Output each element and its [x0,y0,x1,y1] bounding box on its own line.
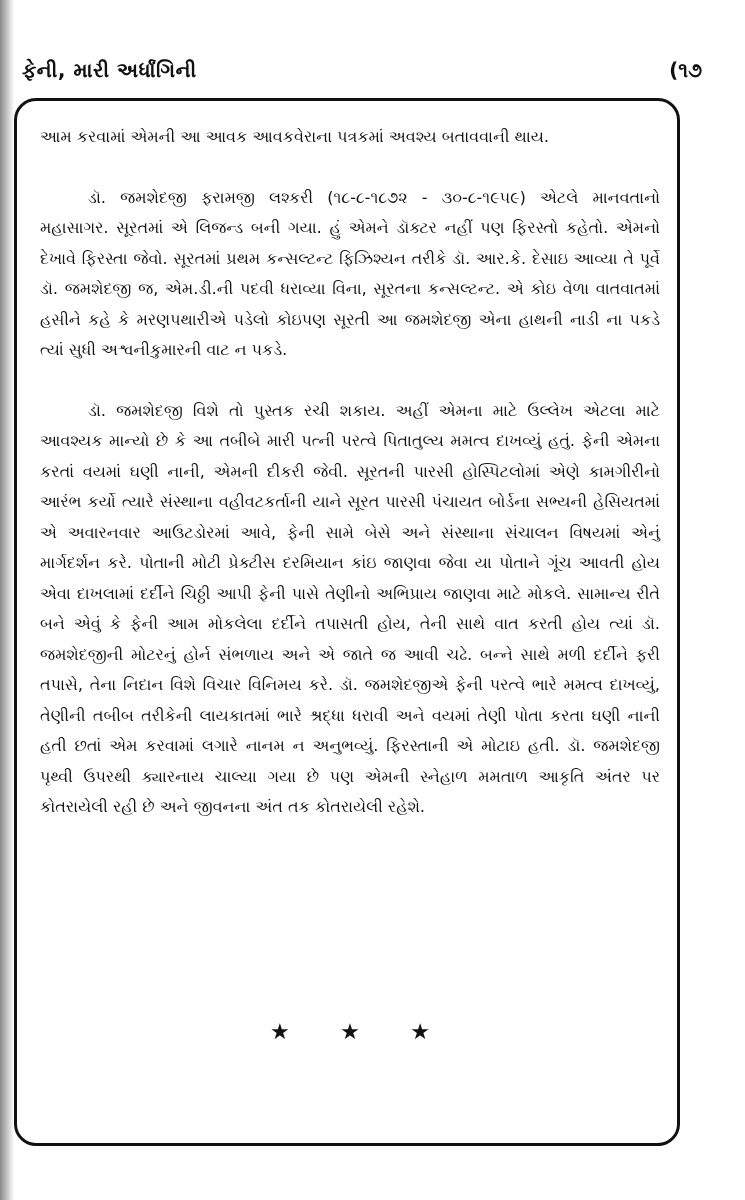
section-ornament [270,1020,430,1045]
paragraph-3: ડૉ. જમશેદજી વિશે તો પુસ્તક રચી શકાય. અહીં એમના માટે ઉલ્લેખ એટલા માટે આવશ્યક માન્યો છે કે આ તબીબે મારી પત્ની પરત્વે પિતાતુલ્ય મમત્વ દાખવ્યું હતું. ફેની એમના કરતાં વયમાં ઘણી નાની, એમની દીકરી જેવી. સૂરતની પારસી હોસ્પિટલોમાં એણે કામગીરીનો આરંભ કર્યો ત્યારે સંસ્થાના વહીવટકર્તાની યાને સૂરત પારસી પંચાયત બોર્ડના સભ્યની હેસિયતમાં એ અવારનવાર આઉટડોરમાં આવે, ફેની સામે બેસે અને સંસ્થાના સંચાલન વિષયમાં એનું માર્ગદર્શન કરે. પોતાની મોટી પ્રેક્ટીસ દરમિયાન કાંઇ જાણવા જેવા યા પોતાને ગૂંચ આવતી હોય એવા દાખલામાં દર્દીને ચિઠ્ઠી આપી ફેની પાસે તેણીનો અભિપ્રાય જાણવા માટે મોકલે. સામાન્ય રીતે બને એવું કે ફેની આમ મોકલેલા દર્દીને તપાસતી હોય, તેની સાથે વાત કરતી હોય ત્યાં ડૉ. જમશેદજીની મોટરનું હોર્ન સંભળાય અને એ જાતે જ આવી ચઢે. બન્ને સાથે મળી દર્દીને ફરી તપાસે, તેના નિદાન વિશે વિચાર વિનિમય કરે. ડૉ. જમશેદજીએ ફેની પરત્વે ભારે મમત્વ દાખવ્યું, તેણીની તબીબ તરીકેની લાયકાતમાં ભારે શ્રદ્ધા ધરાવી અને વયમાં તેણી પોતા કરતા ઘણી નાની હતી છતાં એમ કરવામાં લગારે નાનમ ન અનુભવ્યું. ફિરસ્તાની એ મોટાઇ હતી. ડૉ. જમશેદજી પૃથ્વી ઉપરથી ક્યારનાય ચાલ્યા ગયા છે પણ એમની સ્નેહાળ મમતાળ આકૃતિ અંતર પર કોતરાયેલી રહી છે અને જીવનના અંત તક કોતરાયેલી રહેશે. [40,400,660,816]
page-number: (૧૭ [669,58,702,82]
star-icon: ★ [340,1020,360,1045]
running-header [22,58,712,88]
book-spine-shadow [0,0,14,1200]
running-title: ફેની, મારી અર્ધાંગિની [22,58,197,82]
paragraph-1: આમ કરવામાં એમની આ આવક આવકવેરાના પત્રકમાં અવશ્ય બતાવવાની થાય. [40,127,549,146]
star-icon: ★ [270,1020,290,1045]
star-icon: ★ [410,1020,430,1045]
paragraph-2: ડૉ. જમશેદજી ફરામજી લશ્કરી (૧૮-૮-૧૮૭૨ - ૩૦-૮-૧૯૫૯) એટલે માનવતાનો મહાસાગર. સૂરતમાં એ લિજન્ડ બની ગયા. હું એમને ડૉક્ટર નહીં પણ ફિરસ્તો કહેતો. એમનો દેખાવે ફિરસ્તા જેવો. સૂરતમાં પ્રથમ કન્સલ્ટન્ટ ફિઝિશ્યન તરીકે ડૉ. આર.કે. દેસાઇ આવ્યા તે પૂર્વે ડૉ. જમશેદજી જ, એમ.ડી.ની પદવી ધરાવ્યા વિના, સૂરતના કન્સલ્ટન્ટ. એ કોઇ વેળા વાતવાતમાં હસીને કહે કે મરણપથારીએ પડેલો કોઇપણ સૂરતી આ જમશેદજી એના હાથની નાડી ના પકડે ત્યાં સુધી અશ્વનીકુમારની વાટ ન પકડે. [40,187,660,359]
body-text [40,122,660,853]
